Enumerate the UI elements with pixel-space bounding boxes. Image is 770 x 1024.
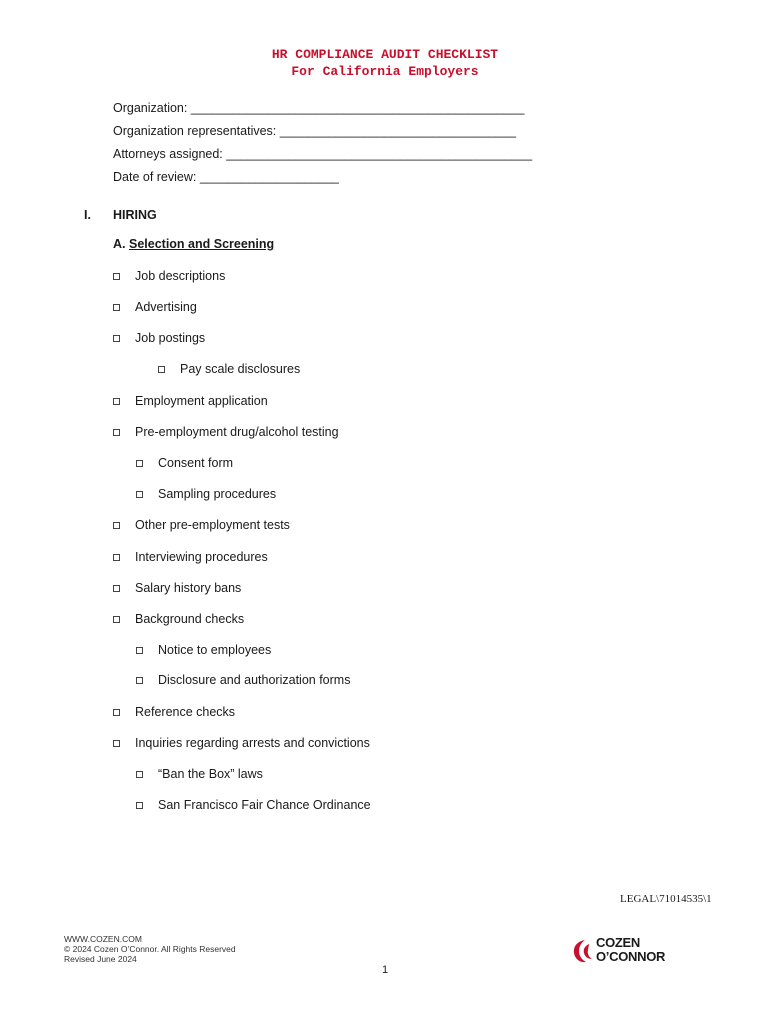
document-title: HR COMPLIANCE AUDIT CHECKLIST	[271, 47, 499, 62]
subsection-letter: A.	[113, 237, 126, 251]
checkbox[interactable]	[113, 522, 120, 529]
subsection-heading	[113, 237, 274, 251]
checklist-item: “Ban the Box” laws	[136, 767, 263, 781]
subsection-title: Selection and Screening	[128, 237, 275, 251]
cozen-oconnor-logo	[572, 935, 672, 967]
checkbox[interactable]	[136, 460, 143, 467]
checkbox[interactable]	[113, 304, 120, 311]
checkbox[interactable]	[113, 740, 120, 747]
checklist-item: Pay scale disclosures	[158, 362, 300, 376]
checklist-item: Salary history bans	[113, 581, 241, 595]
checklist-item: Reference checks	[113, 705, 235, 719]
checkbox[interactable]	[113, 616, 120, 623]
date-of-review-field: Date of review: ____________________	[113, 170, 339, 184]
checklist-item: Interviewing procedures	[113, 550, 268, 564]
checkbox[interactable]	[113, 585, 120, 592]
checkbox[interactable]	[136, 677, 143, 684]
checklist-item: Disclosure and authorization forms	[136, 673, 350, 687]
checklist-item: Job postings	[113, 331, 205, 345]
checkbox[interactable]	[113, 429, 120, 436]
checklist-item: Inquiries regarding arrests and convictions	[113, 736, 370, 750]
checkbox[interactable]	[113, 554, 120, 561]
checklist-item: Job descriptions	[113, 269, 225, 283]
checkbox[interactable]	[113, 398, 120, 405]
checkbox[interactable]	[158, 366, 165, 373]
checklist-item: San Francisco Fair Chance Ordinance	[136, 798, 371, 812]
footer-website[interactable]: WWW.COZEN.COM	[64, 934, 142, 944]
logo-line1: COZEN	[596, 935, 641, 950]
checklist-item: Background checks	[113, 612, 244, 626]
checklist-item: Sampling procedures	[136, 487, 276, 501]
representatives-field: Organization representatives: __________________________________	[113, 124, 517, 138]
checkbox[interactable]	[136, 647, 143, 654]
section-title: HIRING	[113, 208, 157, 222]
checkbox[interactable]	[113, 335, 120, 342]
checklist-item: Employment application	[113, 394, 268, 408]
checkbox[interactable]	[113, 273, 120, 280]
checklist-item: Pre-employment drug/alcohol testing	[113, 425, 339, 439]
logo-line2: O’CONNOR	[596, 949, 666, 964]
section-numeral: I.	[84, 208, 91, 222]
organization-field: Organization: ________________________________________________	[113, 101, 525, 115]
checklist-item: Notice to employees	[136, 643, 271, 657]
logo-mark-icon	[572, 938, 594, 964]
footer-revised: Revised June 2024	[64, 954, 137, 964]
checkbox[interactable]	[136, 491, 143, 498]
checklist-item: Advertising	[113, 300, 197, 314]
legal-document-id: LEGAL\71014535\1	[620, 893, 712, 905]
footer-copyright: © 2024 Cozen O’Connor. All Rights Reserved	[64, 944, 236, 954]
page-number: 1	[381, 964, 389, 976]
checkbox[interactable]	[136, 802, 143, 809]
checkbox[interactable]	[113, 709, 120, 716]
checklist-item: Other pre-employment tests	[113, 518, 290, 532]
checklist-item: Consent form	[136, 456, 233, 470]
document-subtitle: For California Employers	[291, 64, 479, 79]
attorneys-field: Attorneys assigned: ____________________________________________	[113, 147, 533, 161]
checkbox[interactable]	[136, 771, 143, 778]
